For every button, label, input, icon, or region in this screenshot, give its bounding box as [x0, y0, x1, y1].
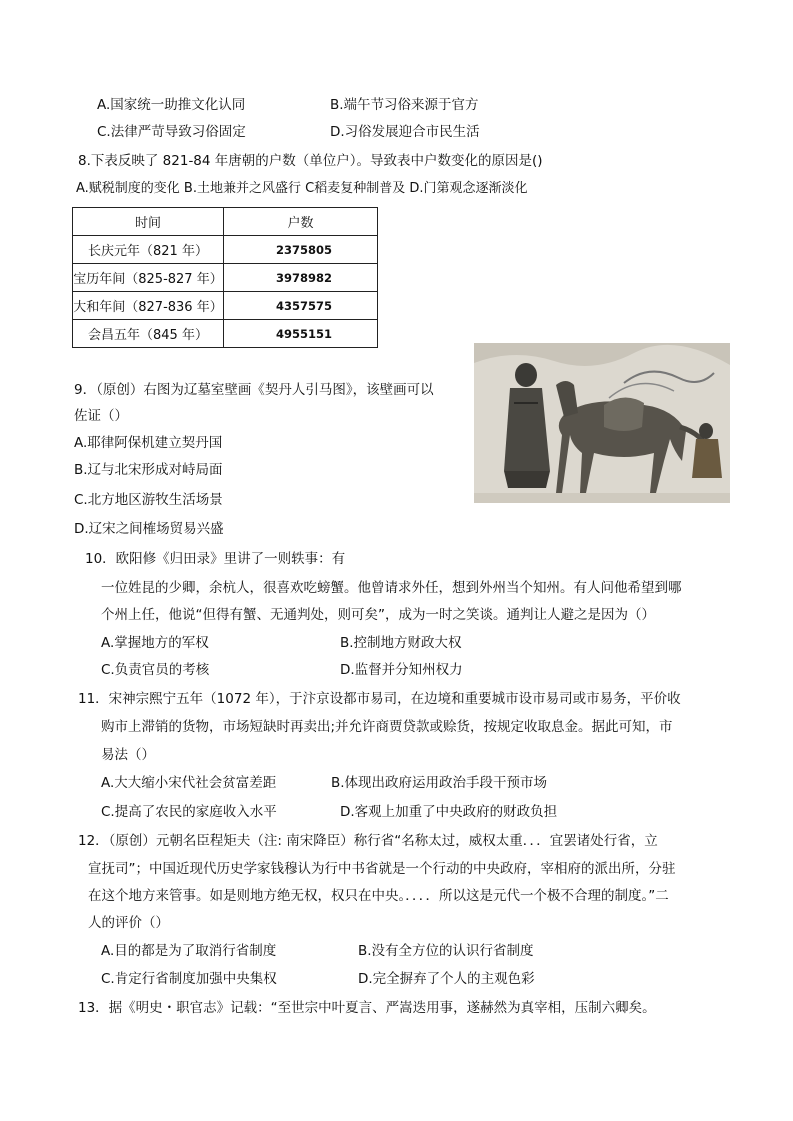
q11-line2: 购市上滞销的货物，市场短缺时再卖出;并允许商贾贷款或赊货，按规定收取息金。据此可知，市 — [101, 719, 673, 735]
q10-option-c: C.负责官员的考核 — [101, 662, 210, 678]
q11-option-a: A.大大缩小宋代社会贫富差距 — [101, 775, 277, 791]
q12-option-d: D.完全摒弃了个人的主观色彩 — [358, 971, 535, 987]
mural-illustration — [474, 343, 730, 503]
q9-option-c: C.北方地区游牧生活场景 — [74, 492, 223, 508]
q10-line1: 10．欧阳修《归田录》里讲了一则轶事：有 — [85, 551, 346, 567]
q10-option-d: D.监督并分知州权力 — [340, 662, 463, 678]
q11-line3: 易法（） — [101, 747, 155, 763]
q7-option-d: D.习俗发展迎合市民生活 — [330, 124, 480, 140]
table-header-row — [73, 208, 378, 236]
q9-stem-line1: 9．（原创）右图为辽墓室壁画《契丹人引马图》，该壁画可以 — [74, 382, 434, 398]
q12-line2: 宣抚司”；中国近现代历史学家钱穆认为行中书省就是一个行动的中央政府，宰相府的派出所，分驻 — [88, 861, 676, 877]
q12-option-a: A.目的都是为了取消行省制度 — [101, 943, 277, 959]
table-cell-households: 4357575 — [224, 292, 378, 320]
q11-line1: 11．宋神宗熙宁五年（1072 年），于汴京设都市易司，在边境和重要城市设市易司或市易务，平价收 — [78, 691, 681, 707]
khitan-mural-image — [474, 343, 730, 503]
q8-options: A.赋税制度的变化 B.土地兼并之风盛行 C稻麦复种制普及 D.门第观念逐渐淡化 — [76, 181, 528, 196]
q10-option-b: B.控制地方财政大权 — [340, 635, 462, 651]
q9-stem-line2: 佐证（） — [74, 408, 128, 424]
table-cell-households: 3978982 — [224, 264, 378, 292]
q12-line4: 人的评价（） — [88, 915, 169, 931]
q11-option-c: C.提高了农民的家庭收入水平 — [101, 804, 277, 820]
table-row — [73, 320, 378, 348]
table-row — [73, 236, 378, 264]
table-row — [73, 264, 378, 292]
table-cell-households: 2375805 — [224, 236, 378, 264]
q11-option-b: B.体现出政府运用政治手段干预市场 — [331, 775, 548, 791]
q9-option-a: A.耶律阿保机建立契丹国 — [74, 435, 223, 451]
q12-line1: 12．（原创）元朝名臣程矩夫（注: 南宋降臣）称行省“名称太过，威权太重．．．宜罢诸处行省，立 — [78, 833, 658, 849]
q12-option-c: C.肯定行省制度加强中央集权 — [101, 971, 277, 987]
q7-option-a: A.国家统一助推文化认同 — [97, 97, 246, 113]
q12-line3: 在这个地方来管事。如是则地方绝无权，权只在中央。．．．．所以这是元代一个极不合理的制度。”二 — [88, 888, 669, 904]
household-table — [72, 207, 378, 348]
q9-option-d: D.辽宋之间榷场贸易兴盛 — [74, 521, 224, 537]
table-row — [73, 292, 378, 320]
q11-option-d: D.客观上加重了中央政府的财政负担 — [340, 804, 558, 820]
q10-option-a: A.掌握地方的军权 — [101, 635, 209, 651]
table-cell-time: 会昌五年（845 年） — [73, 320, 224, 348]
table-cell-time: 宝历年间（825-827 年） — [73, 264, 224, 292]
table-cell-time: 长庆元年（821 年） — [73, 236, 224, 264]
table-header-households: 户数 — [224, 208, 378, 236]
q12-option-b: B.没有全方位的认识行省制度 — [358, 943, 534, 959]
q9-option-b: B.辽与北宋形成对峙局面 — [74, 462, 223, 478]
q7-option-b: B.端午节习俗来源于官方 — [330, 97, 479, 113]
q13-line1: 13．据《明史・职官志》记载：“至世宗中叶夏言、严嵩迭用事，遂赫然为真宰相，压制六卿矣。 — [78, 1000, 656, 1016]
table-cell-households: 4955151 — [224, 320, 378, 348]
q10-line2: 一位姓昆的少卿，余杭人，很喜欢吃螃蟹。他曾请求外任，想到外州当个知州。有人问他希望到哪 — [101, 580, 682, 596]
table-cell-time: 大和年间（827-836 年） — [73, 292, 224, 320]
q10-line3: 个州上任，他说“但得有蟹、无通判处，则可矣”，成为一时之笑谈。通判让人避之是因为（） — [101, 607, 655, 623]
q8-stem: 8.下表反映了 821-84 年唐朝的户数（单位户）。导致表中户数变化的原因是() — [78, 153, 543, 169]
table-header-time: 时间 — [73, 208, 224, 236]
q7-option-c: C.法律严苛导致习俗固定 — [97, 124, 246, 140]
